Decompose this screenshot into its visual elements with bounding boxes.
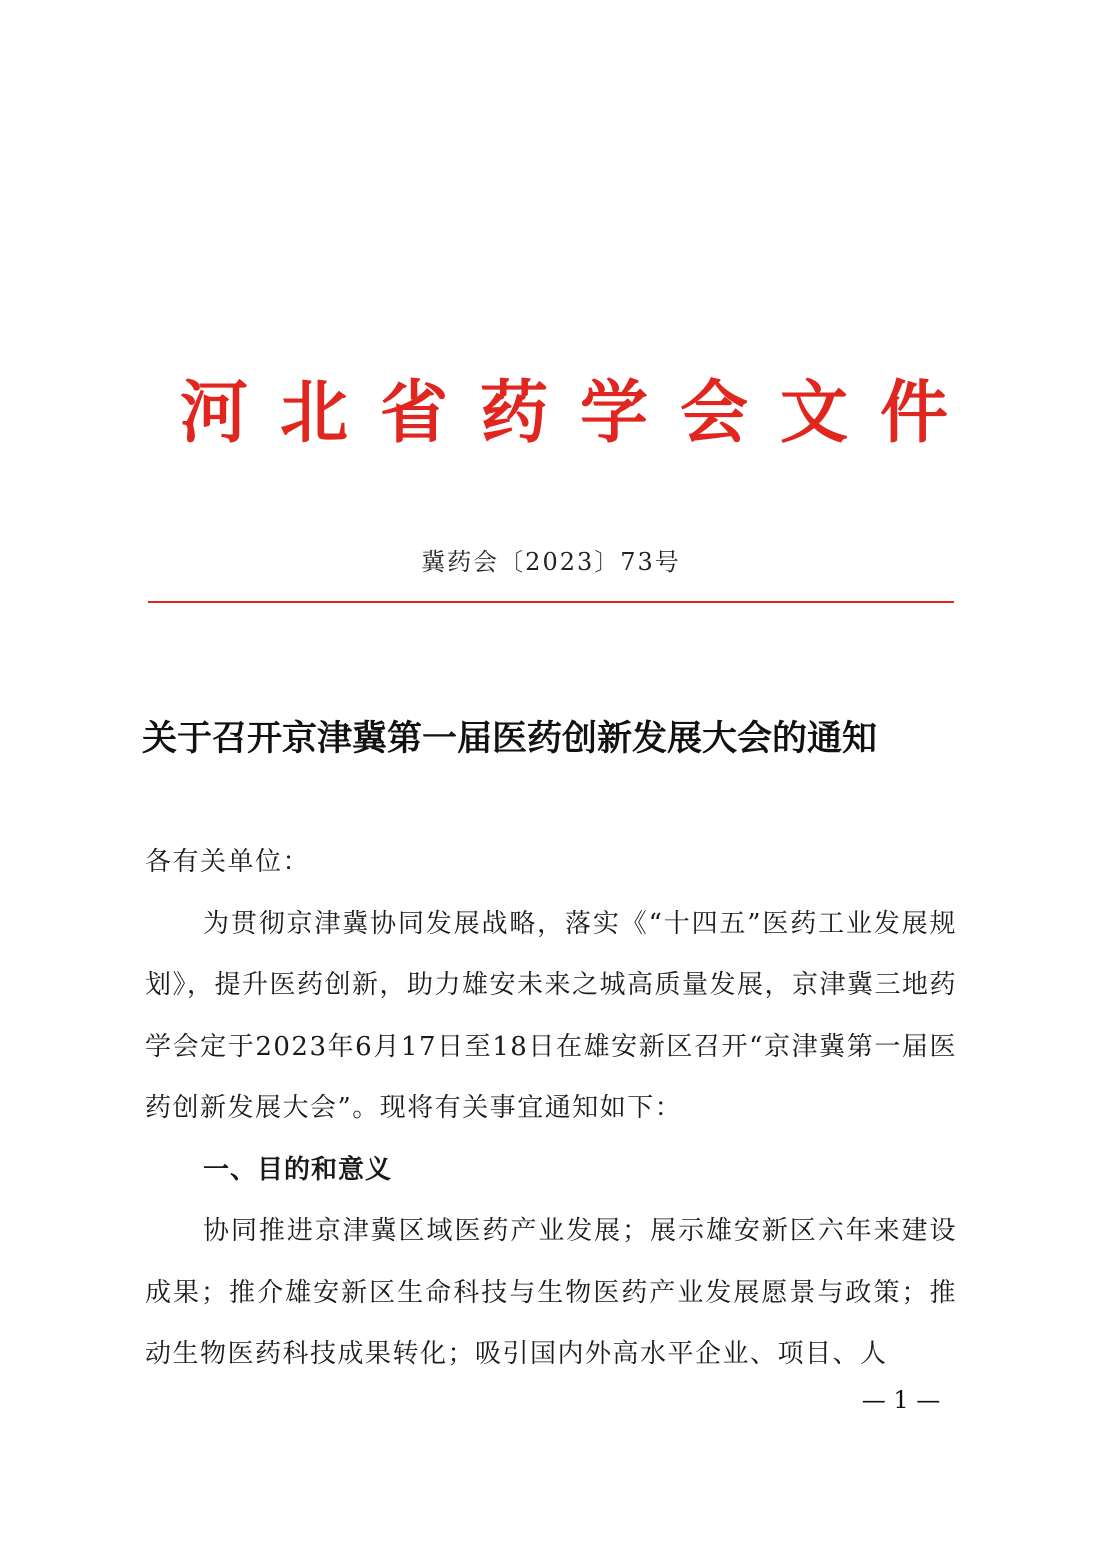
page-number: — 1 — xyxy=(861,1386,941,1414)
intro-paragraph: 为贯彻京津冀协同发展战略，落实《“十四五”医药工业发展规划》，提升医药创新，助力雄安未来之城高质量发展，京津冀三地药学会定于2023年6月17日至18日在雄安新区召开“京津冀第一届医药创新发展大会”。现将有关事宜通知如下： xyxy=(145,908,958,1123)
section-heading: 一、目的和意义 xyxy=(203,1154,393,1185)
red-divider-line xyxy=(148,601,954,603)
masthead-title: 河北省药学会文件 xyxy=(180,373,981,453)
document-number: 冀药会〔2023〕73号 xyxy=(421,548,681,576)
section-paragraph: 协同推进京津冀区域医药产业发展；展示雄安新区六年来建设成果；推介雄安新区生命科技与生物医药产业发展愿景与政策；推动生物医药科技成果转化；吸引国内外高水平企业、项目、人 xyxy=(145,1216,957,1369)
salutation: 各有关单位： xyxy=(145,847,311,877)
document-title: 关于召开京津冀第一届医药创新发展大会的通知 xyxy=(142,718,878,759)
document-body xyxy=(145,832,957,1386)
